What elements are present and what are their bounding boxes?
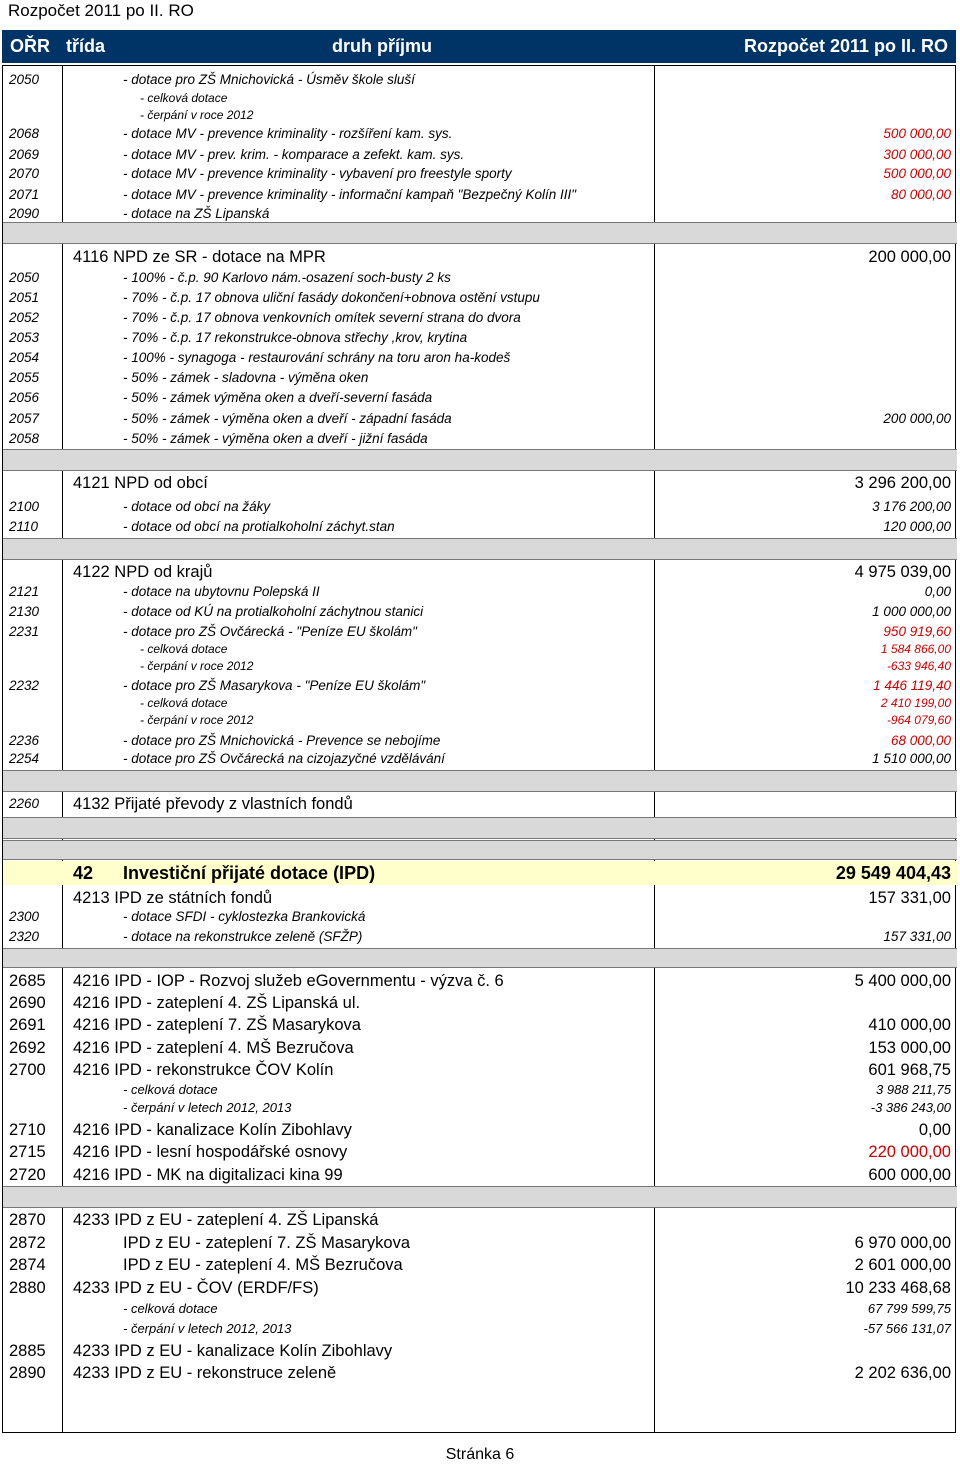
row-code: 2715 xyxy=(9,1143,46,1161)
row-class-title: 4233 IPD z EU - kanalizace Kolín Zibohlavy xyxy=(73,1342,393,1360)
row-description: - 50% - zámek - výměna oken a dveří - západní fasáda xyxy=(123,411,452,426)
table-row xyxy=(3,1059,957,1081)
row-subitem: - čerpání v roce 2012 xyxy=(140,713,254,727)
row-description: - dotace MV - prevence kriminality - informační kampaň "Bezpečný Kolín III" xyxy=(123,187,577,202)
row-amount: 600 000,00 xyxy=(868,1166,951,1184)
page-number: Stránka 6 xyxy=(445,1446,515,1463)
row-description: - dotace na rekonstrukce zeleně (SFŽP) xyxy=(123,929,363,944)
row-code: 2236 xyxy=(9,733,40,748)
row-amount: 200 000,00 xyxy=(883,411,951,426)
row-code: 2051 xyxy=(9,290,40,305)
table-row xyxy=(3,90,957,107)
row-code: 2056 xyxy=(9,390,40,405)
row-amount: 157 331,00 xyxy=(868,889,951,907)
table-row xyxy=(3,1340,957,1362)
row-description: - dotace MV - prev. krim. - komparace a zefekt. kam. sys. xyxy=(123,147,465,162)
row-code: 2100 xyxy=(9,499,40,514)
row-code: 2885 xyxy=(9,1342,46,1360)
table-row xyxy=(3,907,957,927)
row-class-title: 4233 IPD z EU - zateplení 4. ZŠ Lipanská xyxy=(73,1211,379,1229)
row-description: - dotace MV - prevence kriminality - rozšíření kam. sys. xyxy=(123,126,453,141)
row-code: 2710 xyxy=(9,1121,46,1139)
row-class-title: 4233 IPD z EU - ČOV (ERDF/FS) xyxy=(73,1279,319,1297)
row-amount: 1 584 866,00 xyxy=(880,642,951,656)
table-row xyxy=(3,695,957,712)
row-amount: 1 000 000,00 xyxy=(872,604,951,619)
row-class-title: 4216 IPD - lesní hospodářské osnovy xyxy=(73,1143,348,1161)
table-row xyxy=(3,1081,957,1099)
separator-row xyxy=(3,817,957,839)
row-class-title: 4233 IPD z EU - rekonstruce zeleně xyxy=(73,1364,337,1382)
row-code: 2320 xyxy=(9,929,40,944)
separator-row xyxy=(3,222,957,244)
row-code: 2690 xyxy=(9,994,46,1012)
table-row xyxy=(3,246,957,268)
row-class-title: 4216 IPD - zateplení 4. ZŠ Lipanská ul. xyxy=(73,994,361,1012)
table-row xyxy=(3,107,957,124)
row-description: - dotace od obcí na žáky xyxy=(123,499,271,514)
row-description: - dotace MV - prevence kriminality - vybavení pro freestyle sporty xyxy=(123,166,512,181)
row-amount: 950 919,60 xyxy=(883,624,951,639)
row-description: - 50% - zámek - výměna oken a dveří - jižní fasáda xyxy=(123,431,428,446)
row-subitem: - čerpání v roce 2012 xyxy=(140,659,254,673)
row-description: - dotace pro ZŠ Mnichovická - Úsměv škole sluší xyxy=(123,72,415,87)
separator-row xyxy=(3,1186,957,1208)
row-class-title: 4216 IPD - IOP - Rozvoj služeb eGovernmentu - výzva č. 6 xyxy=(73,972,504,990)
row-subitem: - čerpání v letech 2012, 2013 xyxy=(123,1100,292,1115)
row-class-name: Investiční přijaté dotace (IPD) xyxy=(123,863,376,883)
header-col-trida: třída xyxy=(66,36,106,56)
row-description: - dotace pro ZŠ Ovčárecká - "Peníze EU školám" xyxy=(123,624,417,639)
document-title: Rozpočet 2011 po II. RO xyxy=(8,1,194,20)
table-row xyxy=(3,602,957,622)
separator-row xyxy=(3,840,957,860)
table-row xyxy=(3,749,957,769)
row-code: 2055 xyxy=(9,370,40,385)
table-row xyxy=(3,731,957,751)
row-class-title: 4116 NPD ze SR - dotace na MPR xyxy=(73,248,326,266)
header-col-rozpocet: Rozpočet 2011 po II. RO xyxy=(743,36,948,56)
row-description: - dotace pro ZŠ Ovčárecká na cizojazyčné vzdělávání xyxy=(123,751,445,766)
table-row xyxy=(3,185,957,205)
table-row xyxy=(3,409,957,429)
row-description: - dotace pro ZŠ Mnichovická - Prevence se nebojíme xyxy=(123,733,441,748)
row-code: 2874 xyxy=(9,1256,46,1274)
row-amount: 300 000,00 xyxy=(883,147,951,162)
row-class-title: 4216 IPD - zateplení 7. ZŠ Masarykova xyxy=(73,1016,361,1034)
row-amount: 410 000,00 xyxy=(868,1016,951,1034)
row-amount: 4 975 039,00 xyxy=(854,563,951,581)
row-code: 2090 xyxy=(9,206,40,221)
row-class-title: 4132 Přijaté převody z vlastních fondů xyxy=(73,795,353,813)
table-row xyxy=(3,1232,957,1254)
row-amount: 1 510 000,00 xyxy=(872,751,951,766)
row-amount: 153 000,00 xyxy=(868,1039,951,1057)
row-amount: 2 410 199,00 xyxy=(880,696,951,710)
row-subitem: - celková dotace xyxy=(140,642,228,656)
row-code: 2110 xyxy=(9,519,39,534)
row-subitem: - celková dotace xyxy=(140,696,228,710)
row-class-title: 42 xyxy=(73,863,94,883)
row-class-title: 4216 IPD - MK na digitalizaci kina 99 xyxy=(73,1166,343,1184)
row-amount: 29 549 404,43 xyxy=(835,863,951,883)
table-row xyxy=(3,1362,957,1384)
row-code: 2254 xyxy=(9,751,40,766)
row-amount: 5 400 000,00 xyxy=(854,972,951,990)
row-amount: 601 968,75 xyxy=(868,1061,951,1079)
separator-row xyxy=(3,770,957,792)
table-row xyxy=(3,1099,957,1117)
table-row xyxy=(3,887,957,909)
table-row xyxy=(3,970,957,992)
table-row xyxy=(3,1254,957,1276)
row-code: 2052 xyxy=(9,310,40,325)
table-row xyxy=(3,1300,957,1318)
row-description: - 70% - č.p. 17 rekonstrukce-obnova střechy ,krov, krytina xyxy=(123,330,468,345)
row-code: 2068 xyxy=(9,126,40,141)
row-description: - dotace pro ZŠ Masarykova - "Peníze EU školám" xyxy=(123,678,426,693)
table-row xyxy=(3,561,957,583)
separator-row xyxy=(3,538,957,560)
row-code: 2890 xyxy=(9,1364,46,1382)
table-row xyxy=(3,328,957,348)
table-row xyxy=(3,1209,957,1231)
row-code: 2300 xyxy=(9,909,40,924)
table-row xyxy=(3,268,957,288)
row-code: 2050 xyxy=(9,72,40,87)
row-code: 2872 xyxy=(9,1234,46,1252)
row-amount: -3 386 243,00 xyxy=(870,1100,951,1115)
row-description: - 50% - zámek výměna oken a dveří-severní fasáda xyxy=(123,390,433,405)
row-amount: 3 176 200,00 xyxy=(872,499,951,514)
row-amount: 1 446 119,40 xyxy=(873,678,951,693)
table-row xyxy=(3,204,957,224)
row-code: 2054 xyxy=(9,350,40,365)
row-code: 2720 xyxy=(9,1166,46,1184)
row-amount: 68 000,00 xyxy=(890,733,951,748)
row-amount: 500 000,00 xyxy=(883,166,951,181)
table-row xyxy=(3,472,957,494)
table-row xyxy=(3,1119,957,1141)
row-code: 2050 xyxy=(9,270,40,285)
row-code: 2058 xyxy=(9,431,40,446)
table-row xyxy=(3,792,957,816)
row-amount: 10 233 468,68 xyxy=(845,1279,951,1297)
row-subitem: - celková dotace xyxy=(140,91,228,105)
table-row xyxy=(3,927,957,947)
row-code: 2231 xyxy=(9,624,40,639)
row-amount: 0,00 xyxy=(918,1121,951,1139)
row-code: 2691 xyxy=(9,1016,46,1034)
row-code: 2232 xyxy=(9,678,40,693)
header-col-orr: OŘR xyxy=(10,36,50,56)
row-code: 2692 xyxy=(9,1039,46,1057)
row-description: IPD z EU - zateplení 4. MŠ Bezručova xyxy=(123,1256,403,1274)
row-amount: 3 988 211,75 xyxy=(876,1082,951,1097)
table-row xyxy=(3,861,957,885)
row-class-title: 4213 IPD ze státních fondů xyxy=(73,889,273,907)
row-code: 2130 xyxy=(9,604,40,619)
table-row xyxy=(3,992,957,1014)
table-row xyxy=(3,164,957,184)
row-code: 2070 xyxy=(9,166,40,181)
row-description: - 70% - č.p. 17 obnova venkovních omítek severní strana do dvora xyxy=(123,310,521,325)
row-description: - 70% - č.p. 17 obnova uliční fasády dokončení+obnova ostění vstupu xyxy=(123,290,540,305)
row-amount: 220 000,00 xyxy=(868,1143,951,1161)
row-amount: 67 799 599,75 xyxy=(867,1301,951,1316)
table-row xyxy=(3,1164,957,1186)
row-code: 2260 xyxy=(9,796,40,811)
row-class-title: 4216 IPD - kanalizace Kolín Zibohlavy xyxy=(73,1121,352,1139)
table-row xyxy=(3,308,957,328)
table-row xyxy=(3,1277,957,1299)
row-amount: 2 601 000,00 xyxy=(854,1256,951,1274)
separator-row xyxy=(3,449,957,471)
separator-row xyxy=(3,948,957,968)
table-row xyxy=(3,658,957,675)
row-amount: 2 202 636,00 xyxy=(854,1364,951,1382)
table-row xyxy=(3,1037,957,1059)
header-col-druh: druh příjmu xyxy=(332,36,432,56)
row-amount: 0,00 xyxy=(924,584,951,599)
table-row xyxy=(3,1141,957,1163)
table-row xyxy=(3,676,957,696)
row-description: IPD z EU - zateplení 7. ZŠ Masarykova xyxy=(123,1234,411,1252)
table-row xyxy=(3,145,957,165)
row-amount: 80 000,00 xyxy=(890,187,951,202)
row-description: - 50% - zámek - sladovna - výměna oken xyxy=(123,370,369,385)
table-row xyxy=(3,497,957,517)
row-code: 2880 xyxy=(9,1279,46,1297)
row-amount: 6 970 000,00 xyxy=(854,1234,951,1252)
row-class-title: 4121 NPD od obcí xyxy=(73,474,208,492)
row-amount: 157 331,00 xyxy=(883,929,951,944)
row-description: - dotace na ubytovnu Polepská II xyxy=(123,584,320,599)
row-code: 2071 xyxy=(9,187,40,202)
row-code: 2700 xyxy=(9,1061,46,1079)
row-code: 2069 xyxy=(9,147,40,162)
row-subitem: - čerpání v roce 2012 xyxy=(140,108,254,122)
table-row xyxy=(3,582,957,602)
row-amount: -57 566 131,07 xyxy=(863,1321,951,1336)
row-amount: 120 000,00 xyxy=(883,519,951,534)
row-class-title: 4216 IPD - zateplení 4. MŠ Bezručova xyxy=(73,1039,354,1057)
row-class-title: 4216 IPD - rekonstrukce ČOV Kolín xyxy=(73,1061,334,1079)
row-code: 2057 xyxy=(9,411,40,426)
table-row xyxy=(3,712,957,729)
row-amount: 500 000,00 xyxy=(883,126,951,141)
row-class-title: 4122 NPD od krajů xyxy=(73,563,213,581)
table-row xyxy=(3,348,957,368)
row-description: - 100% - č.p. 90 Karlovo nám.-osazení soch-busty 2 ks xyxy=(123,270,451,285)
table-row xyxy=(3,288,957,308)
table-row xyxy=(3,622,957,642)
row-subitem: - čerpání v letech 2012, 2013 xyxy=(123,1321,292,1336)
row-description: - dotace od obcí na protialkoholní záchyt.stan xyxy=(123,519,395,534)
row-code: 2053 xyxy=(9,330,40,345)
row-subitem: - celková dotace xyxy=(123,1082,218,1097)
row-amount: 3 296 200,00 xyxy=(854,474,951,492)
row-code: 2870 xyxy=(9,1211,46,1229)
row-description: - dotace na ZŠ Lipanská xyxy=(123,206,270,221)
table-row xyxy=(3,70,957,90)
table-row xyxy=(3,124,957,144)
row-subitem: - celková dotace xyxy=(123,1301,218,1316)
row-code: 2121 xyxy=(9,584,40,599)
row-amount: -964 079,60 xyxy=(886,713,951,727)
table-row xyxy=(3,429,957,449)
table-row xyxy=(3,388,957,408)
table-row xyxy=(3,1014,957,1036)
table-row xyxy=(3,517,957,537)
table-row xyxy=(3,1320,957,1338)
table-header xyxy=(2,30,956,63)
row-description: - 100% - synagoga - restaurování schrány na toru aron ha-kodeš xyxy=(123,350,511,365)
row-code: 2685 xyxy=(9,972,46,990)
row-amount: -633 946,40 xyxy=(886,659,951,673)
row-amount: 200 000,00 xyxy=(868,248,951,266)
table-row xyxy=(3,368,957,388)
table-row xyxy=(3,641,957,658)
row-description: - dotace od KÚ na protialkoholní záchytnou stanici xyxy=(123,604,424,619)
row-description: - dotace SFDI - cyklostezka Brankovická xyxy=(123,909,366,924)
